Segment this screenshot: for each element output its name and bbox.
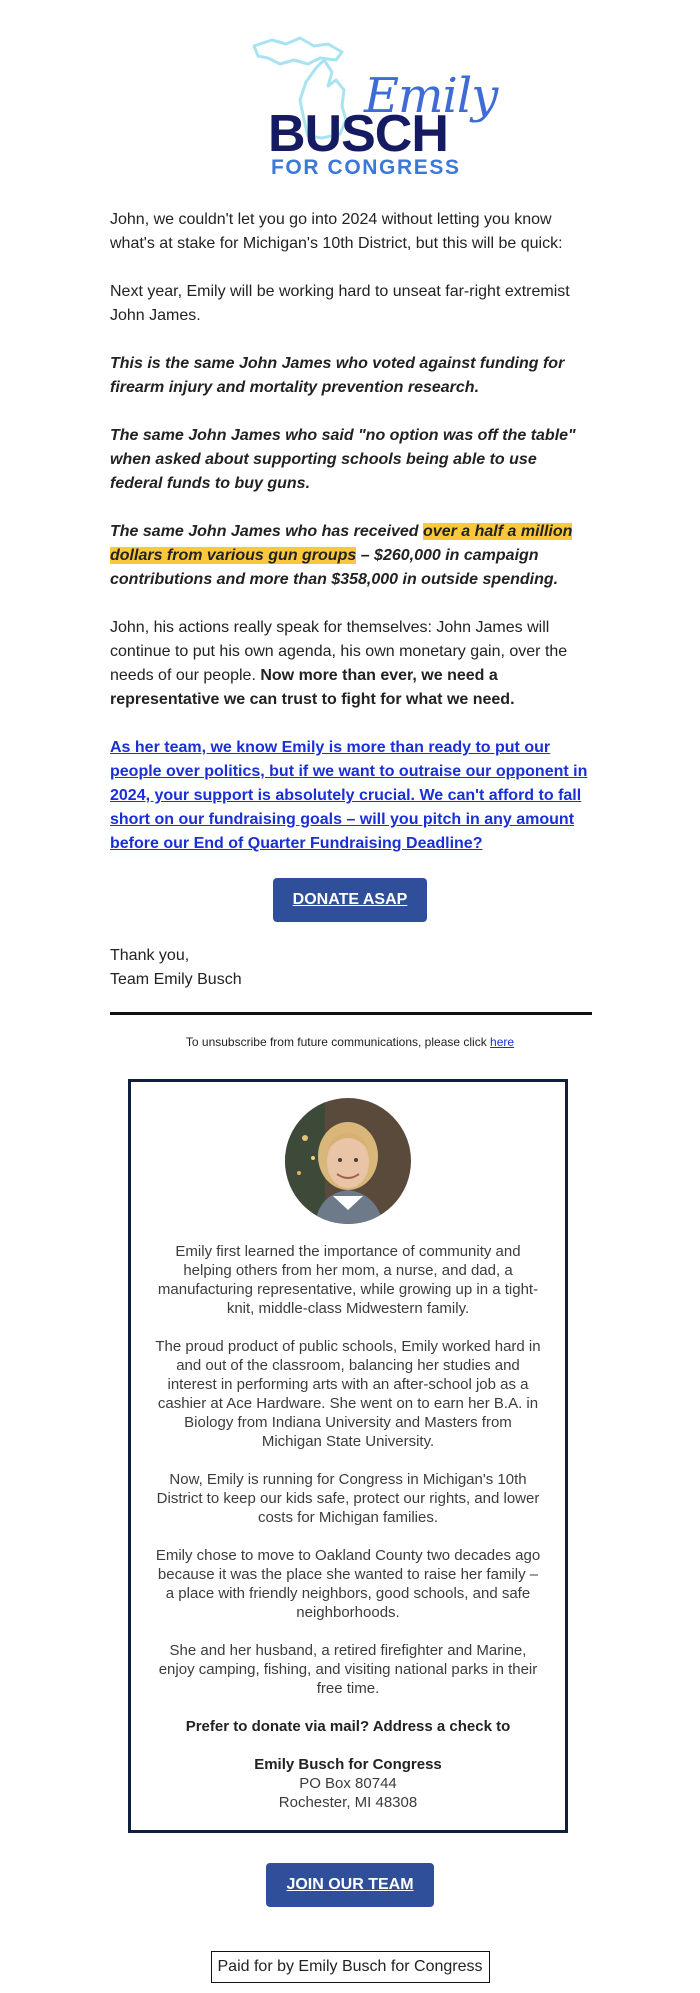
logo-first-name: Emily <box>364 68 498 124</box>
donate-button-row <box>0 874 700 922</box>
bio-education: The proud product of public schools, Emily worked hard in and out of the classroom, balancing her studies and interest in performing arts with an after-school job as a cashier at Ace Hardware. She went on to earn her B.A. in Biology from Indiana University and Masters from Michigan State University. <box>155 1338 541 1450</box>
paragraph-cta <box>110 736 592 856</box>
bio-family: She and her husband, a retired firefighter and Marine, enjoy camping, fishing, and visiting national parks in their free time. <box>158 1642 538 1697</box>
join-button-row <box>0 1863 700 1907</box>
gun-money-lead: The same John James who has received <box>110 523 424 540</box>
bio-oakland: Emily chose to move to Oakland County two decades ago because it was the place she wanted to raise her family – a place with friendly neighbors, good schools, and safe neighborhoods. <box>155 1547 541 1621</box>
candidate-bio-box <box>128 1079 568 1833</box>
campaign-logo <box>0 0 700 178</box>
paid-for-row <box>0 1951 700 1983</box>
candidate-photo <box>285 1098 411 1224</box>
email-copy <box>110 208 592 856</box>
join-our-team-button[interactable]: JOIN OUR TEAM <box>266 1863 434 1907</box>
signoff-team: Team Emily Busch <box>110 971 242 988</box>
gun-money-highlight: over a half a million dollars from various gun groups <box>110 523 573 564</box>
donate-asap-button[interactable]: DONATE ASAP <box>273 878 427 922</box>
mailing-address-line2: Rochester, MI 48308 <box>278 1794 418 1811</box>
paragraph-intro: John, we couldn't let you go into 2024 without letting you know what's at stake for Michigan's 10th District, but this will be quick: <box>110 211 563 252</box>
paragraph-no-option: The same John James who said "no option was off the table" when asked about supporting schools being able to use federal funds to buy guns. <box>110 427 576 492</box>
signoff <box>110 944 592 992</box>
mail-donation-heading: Prefer to donate via mail? Address a check to <box>185 1718 511 1735</box>
logo-subtitle: FOR CONGRESS <box>271 156 461 179</box>
unsubscribe-notice <box>0 1035 700 1049</box>
paragraph-voted-against: This is the same John James who voted against funding for firearm injury and mortality prevention research. <box>110 355 565 396</box>
actions-emphasis: Now more than ever, we need a representative we can trust to fight for what we need. <box>110 667 515 708</box>
mailing-address-line1: PO Box 80744 <box>299 1775 397 1792</box>
actions-text: John, his actions really speak for themselves: John James will continue to put his own agenda, his own monetary gain, over the needs of our people. <box>110 619 568 684</box>
bio-upbringing: Emily first learned the importance of community and helping others from her mom, a nurse, and dad, a manufacturing representative, while growing up in a tight-knit, middle-class Midwestern family. <box>157 1243 539 1317</box>
unsubscribe-text: To unsubscribe from future communications, please click <box>185 1035 491 1049</box>
gun-money-detail: – $260,000 in campaign contributions and more than $358,000 in outside spending. <box>110 547 559 588</box>
bio-running: Now, Emily is running for Congress in Michigan's 10th District to keep our kids safe, protect our rights, and lower costs for Michigan families. <box>156 1471 540 1526</box>
paid-for-disclaimer: Paid for by Emily Busch for Congress <box>211 1951 490 1983</box>
signoff-thanks: Thank you, <box>110 947 190 964</box>
logo-last-name: BUSCH <box>268 105 448 163</box>
paragraph-actions <box>110 616 592 712</box>
paragraph-gun-money <box>110 520 592 592</box>
candidate-portrait-icon <box>285 1098 411 1224</box>
divider <box>110 1012 592 1015</box>
unsubscribe-link[interactable]: here <box>490 1035 515 1049</box>
paragraph-next-year: Next year, Emily will be working hard to unseat far-right extremist John James. <box>110 283 570 324</box>
mailing-address-name: Emily Busch for Congress <box>254 1756 442 1773</box>
donate-cta-link[interactable]: As her team, we know Emily is more than ready to put our people over politics, but if we want to outraise our opponent in 2024, your support is absolutely crucial. We can't afford to fall short on our fundraising goals – will you pitch in any amount before our End of Quarter Fundraising Deadline? <box>110 739 588 852</box>
